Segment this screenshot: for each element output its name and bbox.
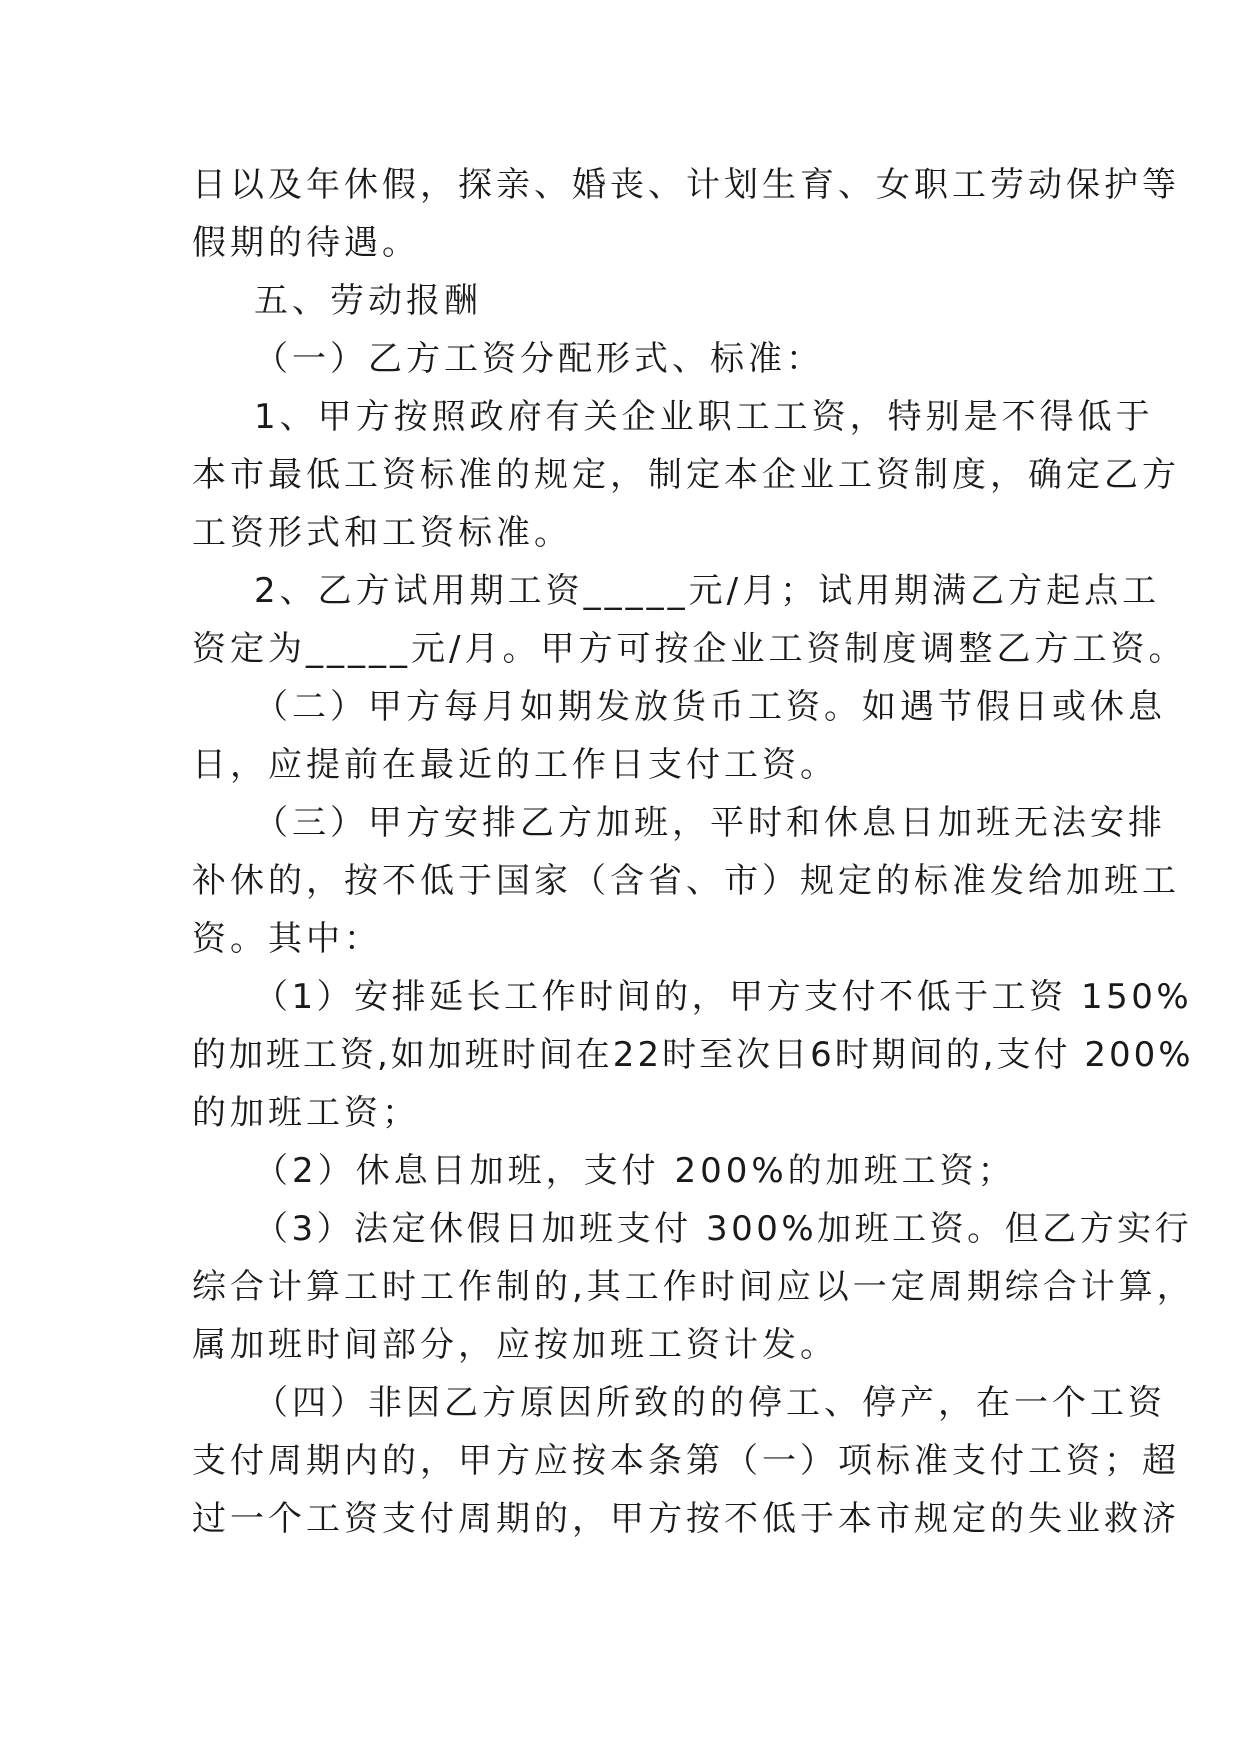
text-line: 日以及年休假，探亲、婚丧、计划生育、女职工劳动保护等 bbox=[192, 165, 1180, 205]
section-heading: 五、劳动报酬 bbox=[254, 281, 482, 321]
text-line: 过一个工资支付周期的，甲方按不低于本市规定的失业救济 bbox=[192, 1499, 1180, 1539]
text-line: 本市最低工资标准的规定，制定本企业工资制度，确定乙方 bbox=[192, 455, 1180, 495]
text-line: 1、甲方按照政府有关企业职工工资，特别是不得低于 bbox=[254, 397, 1154, 437]
text-line: 的加班工资,如加班时间在22时至次日6时期间的,支付 200% bbox=[192, 1035, 1194, 1075]
text-line: 补休的，按不低于国家（含省、市）规定的标准发给加班工 bbox=[192, 861, 1180, 901]
text-line: （二）甲方每月如期发放货币工资。如遇节假日或休息 bbox=[254, 687, 1166, 727]
text-line: 日，应提前在最近的工作日支付工资。 bbox=[192, 745, 838, 785]
text-line: （2）休息日加班，支付 200%的加班工资； bbox=[254, 1151, 1016, 1191]
text-line: 资定为_____元/月。甲方可按企业工资制度调整乙方工资。 bbox=[192, 629, 1187, 669]
text-line: （三）甲方安排乙方加班，平时和休息日加班无法安排 bbox=[254, 803, 1166, 843]
text-line: 的加班工资； bbox=[192, 1093, 420, 1133]
subsection-heading: （一）乙方工资分配形式、标准： bbox=[254, 339, 824, 379]
text-line: 2、乙方试用期工资_____元/月；试用期满乙方起点工 bbox=[254, 571, 1161, 611]
text-line: 假期的待遇。 bbox=[192, 223, 420, 263]
text-line: （1）安排延长工作时间的，甲方支付不低于工资 150% bbox=[254, 977, 1193, 1017]
text-line: 工资形式和工资标准。 bbox=[192, 513, 572, 553]
text-line: 综合计算工时工作制的,其工作时间应以一定周期综合计算， bbox=[192, 1267, 1195, 1307]
text-line: （四）非因乙方原因所致的的停工、停产，在一个工资 bbox=[254, 1383, 1166, 1423]
text-line: 属加班时间部分，应按加班工资计发。 bbox=[192, 1325, 838, 1365]
text-line: 资。其中： bbox=[192, 919, 382, 959]
text-line: （3）法定休假日加班支付 300%加班工资。但乙方实行 bbox=[254, 1209, 1193, 1249]
text-line: 支付周期内的，甲方应按本条第（一）项标准支付工资；超 bbox=[192, 1441, 1180, 1481]
